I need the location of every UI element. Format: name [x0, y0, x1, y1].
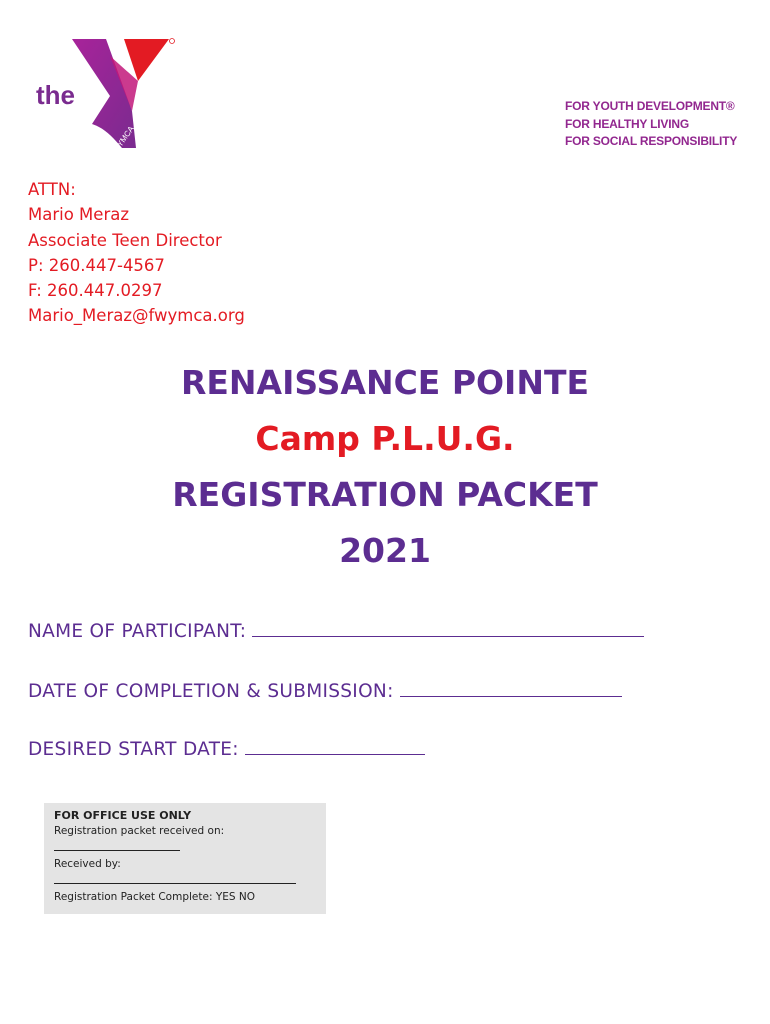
- start-date-label: DESIRED START DATE:: [28, 739, 239, 760]
- participant-label: NAME OF PARTICIPANT:: [28, 621, 247, 642]
- received-by-blank[interactable]: [54, 874, 296, 884]
- packet-complete-label: Registration Packet Complete: YES NO: [54, 891, 255, 903]
- title-line-1: RENAISSANCE POINTE: [180, 363, 590, 402]
- start-date-field: [28, 738, 425, 760]
- logo-word: the: [36, 80, 75, 110]
- completion-blank[interactable]: [400, 680, 622, 697]
- ymca-logo: [34, 36, 184, 151]
- title-line-3: REGISTRATION PACKET: [172, 475, 598, 514]
- contact-email: Mario_Meraz@fwymca.org: [28, 306, 245, 326]
- office-use-box: [44, 803, 326, 914]
- participant-blank[interactable]: [252, 620, 644, 637]
- completion-field: [28, 680, 622, 702]
- office-use-header: FOR OFFICE USE ONLY: [54, 809, 192, 822]
- received-by-label: Received by:: [54, 858, 121, 870]
- tagline-line: FOR YOUTH DEVELOPMENT®: [565, 99, 735, 113]
- title-line-2: Camp P.L.U.G.: [255, 419, 515, 458]
- title-line-4: 2021: [339, 531, 431, 570]
- participant-field: [28, 620, 644, 642]
- start-date-blank[interactable]: [245, 738, 425, 755]
- completion-label: DATE OF COMPLETION & SUBMISSION:: [28, 681, 394, 702]
- contact-block: [28, 177, 245, 329]
- received-on-label: Registration packet received on:: [54, 825, 225, 837]
- contact-fax: F: 260.447.0297: [28, 281, 163, 301]
- tagline-line: FOR SOCIAL RESPONSIBILITY: [565, 134, 738, 148]
- contact-role: Associate Teen Director: [28, 230, 222, 250]
- attn-label: ATTN:: [28, 180, 76, 199]
- tagline-line: FOR HEALTHY LIVING: [565, 116, 689, 131]
- contact-name: Mario Meraz: [28, 205, 129, 225]
- tagline: [565, 98, 737, 151]
- packet-title: [0, 355, 770, 579]
- contact-phone: P: 260.447-4567: [28, 255, 165, 275]
- received-on-blank[interactable]: [54, 841, 180, 851]
- logo-sub: YMCA: [115, 124, 136, 149]
